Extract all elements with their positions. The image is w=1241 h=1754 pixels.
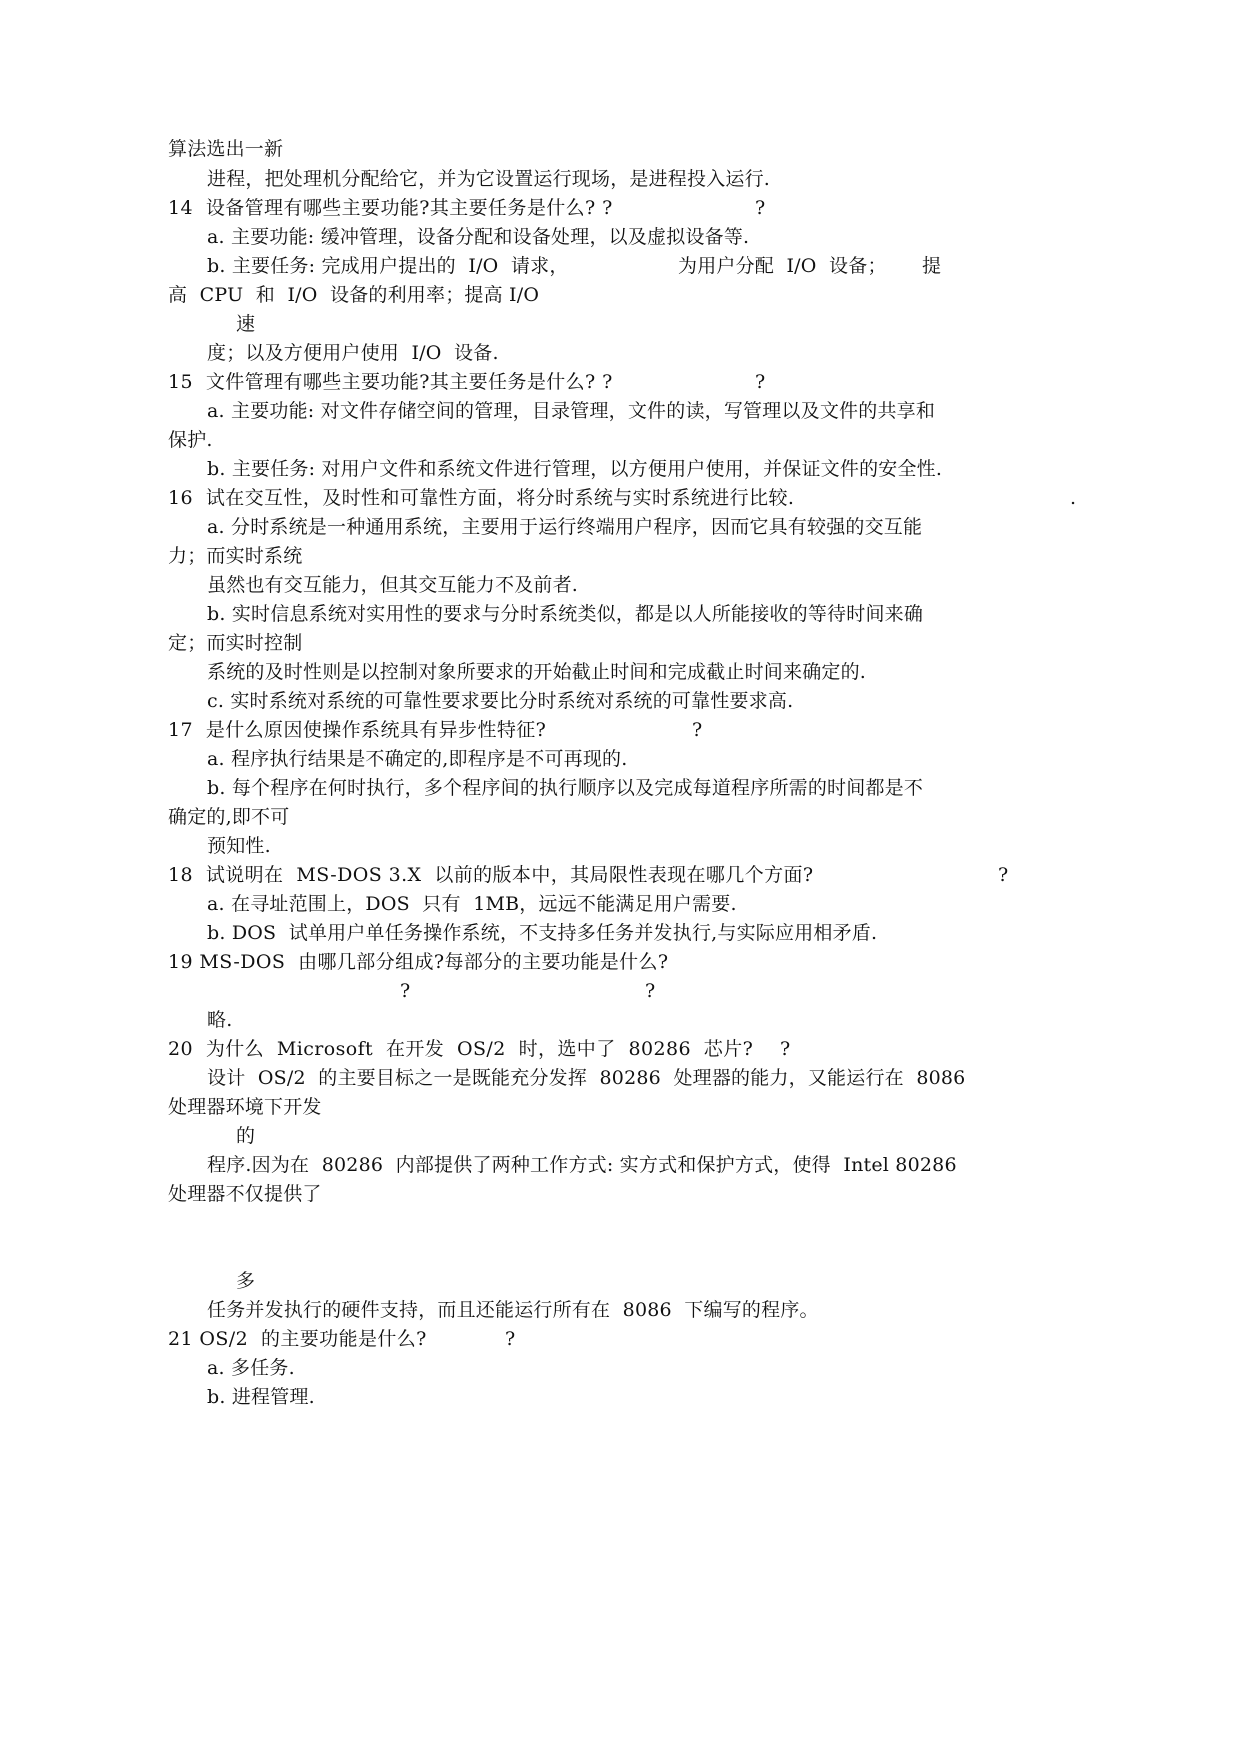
text-line: a. 多任务.: [207, 1357, 295, 1379]
text-line: b. 每个程序在何时执行，多个程序间的执行顺序以及完成每道程序所需的时间都是不: [207, 777, 924, 799]
question-19: 19 MS-DOS 由哪几部分组成?每部分的主要功能是什么?: [168, 951, 669, 973]
question-17: 17 是什么原因使操作系统具有异步性特征?: [168, 719, 547, 741]
text-line: 多: [236, 1270, 256, 1292]
question-mark: ?: [692, 719, 703, 741]
question-mark: ?: [505, 1328, 516, 1350]
question-16: 16 试在交互性，及时性和可靠性方面，将分时系统与实时系统进行比较.: [168, 487, 795, 509]
text-line: 高 CPU 和 I/O 设备的利用率；提高 I/O: [168, 284, 540, 306]
text-line: 处理器不仅提供了: [168, 1183, 322, 1205]
text-line: a. 分时系统是一种通用系统，主要用于运行终端用户程序，因而它具有较强的交互能: [207, 516, 923, 538]
text-line: 提: [922, 255, 942, 277]
text-line: 虽然也有交互能力，但其交互能力不及前者.: [207, 574, 579, 596]
text-line: 定；而实时控制: [168, 632, 303, 654]
text-line: 略.: [207, 1009, 233, 1031]
text-line: 保护.: [168, 429, 213, 451]
text-line: b. 实时信息系统对实用性的要求与分时系统类似，都是以人所能接收的等待时间来确: [207, 603, 924, 625]
text-line: 速: [236, 313, 256, 335]
text-line: a. 主要功能: 对文件存储空间的管理，目录管理，文件的读，写管理以及文件的共享和: [207, 400, 936, 422]
question-mark: ?: [400, 980, 411, 1002]
question-mark: ?: [780, 1038, 791, 1060]
question-14: 14 设备管理有哪些主要功能?其主要任务是什么? ?: [168, 197, 613, 219]
punctuation-mark: .: [1070, 487, 1077, 509]
text-line: a. 在寻址范围上，DOS 只有 1MB，远远不能满足用户需要.: [207, 893, 737, 915]
text-line: 的: [236, 1125, 256, 1147]
text-line: b. 主要任务: 完成用户提出的 I/O 请求，: [207, 255, 569, 277]
text-line: a. 程序执行结果是不确定的,即程序是不可再现的.: [207, 748, 628, 770]
question-mark: ?: [755, 371, 766, 393]
text-line: 算法选出一新: [168, 138, 284, 160]
text-line: 预知性.: [207, 835, 271, 857]
text-line: 任务并发执行的硬件支持，而且还能运行所有在 8086 下编写的程序。: [207, 1299, 819, 1321]
question-mark: ?: [998, 864, 1009, 886]
question-18: 18 试说明在 MS-DOS 3.X 以前的版本中，其局限性表现在哪几个方面?: [168, 864, 814, 886]
text-line: 程序.因为在 80286 内部提供了两种工作方式: 实方式和保护方式，使得 Intel 80286: [207, 1154, 957, 1176]
text-line: 进程，把处理机分配给它，并为它设置运行现场，是进程投入运行.: [207, 168, 771, 190]
question-20: 20 为什么 Microsoft 在开发 OS/2 时，选中了 80286 芯片?: [168, 1038, 754, 1060]
text-line: b. 进程管理.: [207, 1386, 315, 1408]
text-line: 为用户分配 I/O 设备；: [678, 255, 887, 277]
question-mark: ?: [645, 980, 656, 1002]
text-line: a. 主要功能: 缓冲管理，设备分配和设备处理，以及虚拟设备等.: [207, 226, 750, 248]
question-21: 21 OS/2 的主要功能是什么?: [168, 1328, 427, 1350]
text-line: 确定的,即不可: [168, 806, 290, 828]
text-line: 设计 OS/2 的主要目标之一是既能充分发挥 80286 处理器的能力，又能运行在 8086: [207, 1067, 966, 1089]
question-mark: ?: [755, 197, 766, 219]
question-15: 15 文件管理有哪些主要功能?其主要任务是什么? ?: [168, 371, 613, 393]
text-line: 系统的及时性则是以控制对象所要求的开始截止时间和完成截止时间来确定的.: [207, 661, 867, 683]
text-line: b. DOS 试单用户单任务操作系统，不支持多任务并发执行,与实际应用相矛盾.: [207, 922, 878, 944]
text-line: 力；而实时系统: [168, 545, 303, 567]
text-line: 处理器环境下开发: [168, 1096, 322, 1118]
text-line: 度；以及方便用户使用 I/O 设备.: [207, 342, 499, 364]
text-line: c. 实时系统对系统的可靠性要求要比分时系统对系统的可靠性要求高.: [207, 690, 794, 712]
text-line: b. 主要任务: 对用户文件和系统文件进行管理，以方便用户使用，并保证文件的安全性.: [207, 458, 943, 480]
